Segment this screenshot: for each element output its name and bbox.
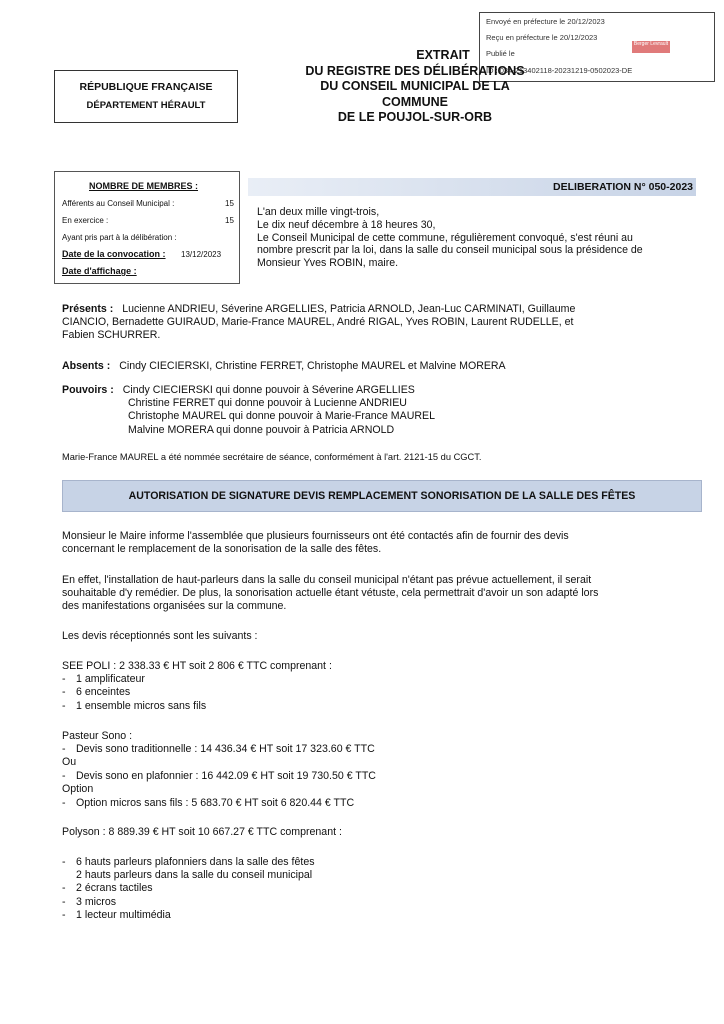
presents-line: CIANCIO, Bernadette GUIRAUD, Marie-France MAUREL, André RIGAL, Yves ROBIN, Laurent RUDELLE, et — [62, 316, 574, 328]
or-label: Ou — [62, 756, 77, 768]
republic-box — [54, 70, 238, 123]
quote-seepoli-heading: SEE POLI : 2 338.33 € HT soit 2 806 € TTC comprenant : — [62, 660, 332, 672]
afferents-value: 15 — [225, 199, 234, 208]
deliberation-number: DELIBERATION N° 050-2023 — [553, 181, 693, 193]
list-bullet: - — [62, 797, 66, 809]
title-line-commune: COMMUNE — [382, 94, 448, 109]
stamp-id: ID : 034-213402118-20231219-0502023-DE — [486, 66, 633, 75]
deliberation-band — [248, 178, 696, 196]
republic-label: RÉPUBLIQUE FRANÇAISE — [79, 81, 213, 93]
list-item: Devis sono en plafonnier : 16 442.09 € HT soit 19 730.50 € TTC — [76, 770, 376, 782]
section-band — [62, 480, 702, 512]
pouvoir-line: Malvine MORERA qui donne pouvoir à Patricia ARNOLD — [128, 424, 395, 436]
body-line: des manifestations organisées sur la commune. — [62, 600, 287, 612]
pouvoir-line: Christine FERRET qui donne pouvoir à Lucienne ANDRIEU — [128, 397, 407, 409]
stamp-sent-date: Envoyé en préfecture le 20/12/2023 — [486, 17, 605, 26]
list-item: 1 lecteur multimédia — [76, 909, 171, 921]
title-line-conseil: DU CONSEIL MUNICIPAL DE LA — [320, 79, 510, 93]
quote-polyson-heading: Polyson : 8 889.39 € HT soit 10 667.27 € TTC comprenant : — [62, 826, 342, 838]
option-label: Option — [62, 783, 94, 795]
list-bullet: - — [62, 770, 66, 782]
members-box — [54, 171, 240, 284]
list-bullet: - — [62, 909, 66, 921]
absents-label: Absents : — [62, 360, 111, 372]
exercice-value: 15 — [225, 216, 234, 225]
afferents-label: Afférents au Conseil Municipal : — [62, 199, 175, 208]
list-bullet: - — [62, 856, 66, 868]
presents-section — [62, 303, 575, 316]
exercice-label: En exercice : — [62, 216, 109, 225]
list-item: 6 hauts parleurs plafonniers dans la salle des fêtes — [76, 856, 315, 868]
list-bullet: - — [62, 673, 66, 685]
pouvoir-line: Christophe MAUREL qui donne pouvoir à Marie-France MAUREL — [128, 410, 435, 422]
presents-line: Lucienne ANDRIEU, Séverine ARGELLIES, Patricia ARNOLD, Jean-Luc CARMINATI, Guillaume — [122, 303, 576, 315]
intro-line: nombre prescrit par la loi, dans la salle du conseil municipal sous la présidence de — [257, 244, 643, 257]
intro-line: L'an deux mille vingt-trois, — [257, 206, 380, 218]
stamp-received-date: Reçu en préfecture le 20/12/2023 — [486, 33, 598, 42]
body-line: souhaitable d'y remédier. De plus, la sonorisation actuelle étant vétuste, cela permettrait d'avoir un son adapté lors — [62, 587, 599, 599]
list-item: Devis sono traditionnelle : 14 436.34 € HT soit 17 323.60 € TTC — [76, 743, 375, 755]
part-label: Ayant pris part à la délibération : — [62, 233, 177, 242]
intro-line: Monsieur Yves ROBIN, maire. — [257, 257, 399, 270]
intro-paragraph — [257, 206, 703, 270]
body-line: Monsieur le Maire informe l'assemblée que plusieurs fournisseurs ont été contactés afin de fournir des devis — [62, 530, 569, 542]
presents-line: Fabien SCHURRER. — [62, 329, 161, 341]
stamp-published: Publié le — [486, 49, 515, 58]
presents-label: Présents : — [62, 303, 114, 315]
list-item: 6 enceintes — [76, 686, 131, 698]
title-line-extrait: EXTRAIT — [416, 48, 470, 62]
stamp-logo-badge: Berger Levrault — [632, 41, 670, 53]
absents-text: Cindy CIECIERSKI, Christine FERRET, Christophe MAUREL et Malvine MORERA — [119, 360, 506, 372]
list-bullet: - — [62, 700, 66, 712]
affichage-label: Date d'affichage : — [62, 266, 137, 276]
intro-line: Le dix neuf décembre à 18 heures 30, — [257, 218, 436, 231]
pouvoirs-section — [62, 384, 415, 397]
absents-section — [62, 360, 506, 373]
document-title — [250, 48, 580, 126]
section-title: AUTORISATION DE SIGNATURE DEVIS REMPLACEMENT SONORISATION DE LA SALLE DES FÊTES — [128, 490, 636, 502]
pouvoir-line: Cindy CIECIERSKI qui donne pouvoir à Séverine ARGELLIES — [122, 384, 415, 396]
list-item: 2 hauts parleurs dans la salle du conseil municipal — [76, 869, 313, 881]
list-item: 1 ensemble micros sans fils — [76, 700, 207, 712]
list-item: Option micros sans fils : 5 683.70 € HT soit 6 820.44 € TTC — [76, 797, 355, 809]
list-bullet: - — [62, 882, 66, 894]
department-label: DÉPARTEMENT HÉRAULT — [86, 100, 206, 111]
quote-pasteur-heading: Pasteur Sono : — [62, 730, 133, 742]
members-heading: NOMBRE DE MEMBRES : — [89, 181, 199, 191]
list-bullet: - — [62, 743, 66, 755]
secretaire-note: Marie-France MAUREL a été nommée secrétaire de séance, conformément à l'art. 2121-15 du CGCT. — [62, 452, 482, 462]
intro-line: Le Conseil Municipal de cette commune, régulièrement convoqué, s'est réuni au — [257, 231, 633, 244]
pouvoirs-label: Pouvoirs : — [62, 384, 114, 396]
body-line: concernant le remplacement de la sonorisation de la salle des fêtes. — [62, 543, 382, 555]
list-item: 2 écrans tactiles — [76, 882, 153, 894]
body-line: Les devis réceptionnés sont les suivants : — [62, 630, 258, 642]
list-bullet: - — [62, 686, 66, 698]
list-bullet: - — [62, 896, 66, 908]
body-line: En effet, l'installation de haut-parleurs dans la salle du conseil municipal n'étant pas prévue actuellement, il serait — [62, 574, 592, 586]
convocation-value: 13/12/2023 — [181, 250, 222, 259]
list-item: 1 amplificateur — [76, 673, 145, 685]
list-item: 3 micros — [76, 896, 117, 908]
title-line-registre: DU REGISTRE DES DÉLIBÉRATIONS — [305, 63, 525, 78]
title-line-name: DE LE POUJOL-SUR-ORB — [337, 110, 493, 124]
convocation-label: Date de la convocation : — [62, 249, 166, 259]
